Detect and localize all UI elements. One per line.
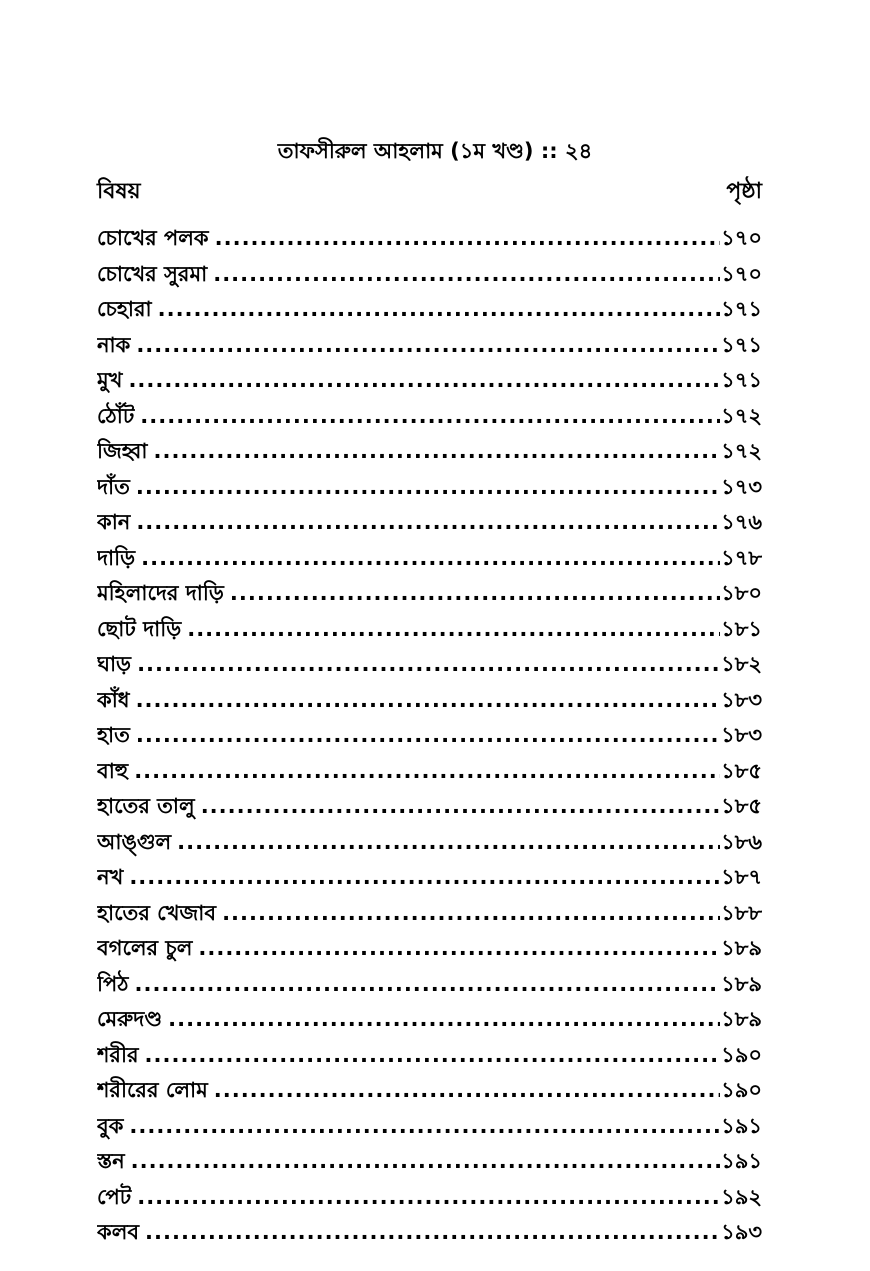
page-column-heading: পৃষ্ঠা [726,179,762,204]
toc-entry [97,931,762,967]
toc-entry-title: কলব [97,1220,140,1244]
dot-leader [128,363,720,399]
toc-entry-page-number: ১৯২ [721,1184,762,1209]
toc-entry-title: মুখ [97,368,123,392]
dot-leader [222,896,720,932]
toc-entry-title: ছোট দাড়ি [97,616,182,641]
dot-leader [201,789,720,825]
dot-leader [136,470,720,506]
toc-entry-page-number: ১৭২ [721,439,762,463]
toc-entry [97,434,762,470]
dot-leader [145,1215,720,1251]
toc-entry-page-number: ১৮৫ [721,794,762,818]
toc-entry-title: শরীর [97,1042,139,1067]
toc-entry-title: ঠোঁট [97,403,135,428]
toc-entry-title: দাঁত [97,474,130,499]
toc-entry-title: চোখের পলক [97,226,209,250]
toc-entry-page-number: ১৭১ [721,332,762,357]
toc-entry-page-number: ১৭০ [721,226,762,250]
toc-entry-title: নখ [97,865,124,889]
toc-entry [97,221,762,257]
toc-entry-title: চোখের সুরমা [97,261,208,286]
toc-entry [97,825,762,861]
toc-entry [97,1215,762,1251]
dot-leader [137,647,720,683]
toc-entry [97,1002,762,1038]
toc-entry-title: বগলের চুল [97,936,193,960]
toc-entry-title: বুক [97,1113,124,1138]
toc-entry [97,470,762,506]
toc-entry [97,505,762,541]
dot-leader [136,505,720,541]
dot-leader [136,683,721,719]
toc-entry-title: কান [97,510,131,534]
toc-entry-page-number: ১৮১ [721,616,762,641]
toc-entry [97,718,762,754]
toc-entry [97,257,762,293]
toc-entry-title: নাক [97,332,131,357]
toc-entry-page-number: ১৯০ [721,1042,762,1067]
page-header-title: তাফসীরুল আহলাম (১ম খণ্ড) :: ২৪ [277,139,593,163]
toc-entry-page-number: ১৯৩ [721,1220,762,1244]
toc-entry-title: পেট [97,1184,132,1209]
dot-leader [129,860,720,896]
subject-column-heading: বিষয় [97,179,141,204]
dot-leader [129,1109,720,1145]
toc-entry-page-number: ১৮৮ [721,900,762,925]
toc-entry-title: হাত [97,723,130,747]
toc-entry-page-number: ১৮৩ [721,687,762,712]
dot-leader [136,328,720,364]
dot-leader [136,718,720,754]
toc-entry-title: মহিলাদের দাড়ি [97,581,224,605]
toc-entry-page-number: ১৭১ [721,297,762,321]
toc-entry-page-number: ১৭৩ [721,474,762,499]
toc-entry-page-number: ১৮৯ [721,971,762,996]
toc-entry [97,896,762,932]
toc-entry [97,1073,762,1109]
toc-entry-title: হাতের খেজাব [97,900,217,925]
toc-entry-title: কাঁধ [97,687,130,712]
toc-entry-page-number: ১৮৯ [721,936,762,960]
toc-entry-page-number: ১৮০ [721,581,762,605]
toc-entry-title: চেহারা [97,297,152,321]
toc-entry-title: শরীরের লোম [97,1078,208,1102]
dot-leader [215,221,720,257]
toc-entry [97,612,762,648]
dot-leader [154,434,721,470]
toc-entry-page-number: ১৮৬ [721,829,762,854]
table-of-contents [97,221,762,1251]
toc-entry-page-number: ১৮৫ [721,758,762,783]
toc-entry-title: জিহ্বা [97,439,148,463]
toc-entry-title: দাড়ি [97,545,136,570]
dot-leader [187,612,720,648]
toc-entry-page-number: ১৭২ [721,403,762,428]
dot-leader [168,1002,720,1038]
toc-entry-page-number: ১৯০ [721,1078,762,1102]
dot-leader [137,1180,720,1216]
dot-leader [213,257,720,293]
toc-entry [97,1144,762,1180]
toc-entry-title: আঙ্গুল [97,829,172,854]
dot-leader [134,754,720,790]
toc-entry-page-number: ১৮৩ [721,723,762,747]
toc-entry [97,541,762,577]
dot-leader [230,576,720,612]
toc-entry-title: বাহু [97,758,129,783]
toc-entry [97,1038,762,1074]
toc-entry-title: স্তন [97,1149,125,1173]
toc-entry-title: মেরুদণ্ড [97,1007,163,1031]
toc-entry [97,683,762,719]
toc-entry-page-number: ১৭১ [721,368,762,392]
dot-leader [177,825,720,861]
toc-entry [97,860,762,896]
column-headings [97,175,762,209]
toc-entry-page-number: ১৭০ [721,261,762,286]
dot-leader [131,1144,720,1180]
toc-entry-title: ঘাড় [97,652,132,676]
toc-entry [97,399,762,435]
toc-entry-page-number: ১৮২ [721,652,762,676]
toc-entry [97,363,762,399]
toc-entry [97,1180,762,1216]
toc-entry-title: পিঠ [97,971,129,996]
dot-leader [198,931,720,967]
dot-leader [214,1073,720,1109]
dot-leader [135,967,721,1003]
toc-entry-page-number: ১৯১ [721,1149,762,1173]
toc-entry [97,292,762,328]
toc-entry [97,647,762,683]
toc-entry-title: হাতের তালু [97,794,195,818]
toc-entry-page-number: ১৯১ [721,1113,762,1138]
dot-leader [145,1038,721,1074]
toc-entry [97,328,762,364]
toc-entry [97,754,762,790]
toc-entry [97,789,762,825]
toc-entry [97,576,762,612]
toc-entry-page-number: ১৮৭ [721,865,762,889]
dot-leader [140,399,720,435]
toc-entry [97,1109,762,1145]
toc-entry-page-number: ১৮৯ [721,1007,762,1031]
dot-leader [141,541,720,577]
toc-entry-page-number: ১৭৬ [721,510,762,534]
dot-leader [158,292,720,328]
toc-entry-page-number: ১৭৮ [721,545,762,570]
toc-entry [97,967,762,1003]
